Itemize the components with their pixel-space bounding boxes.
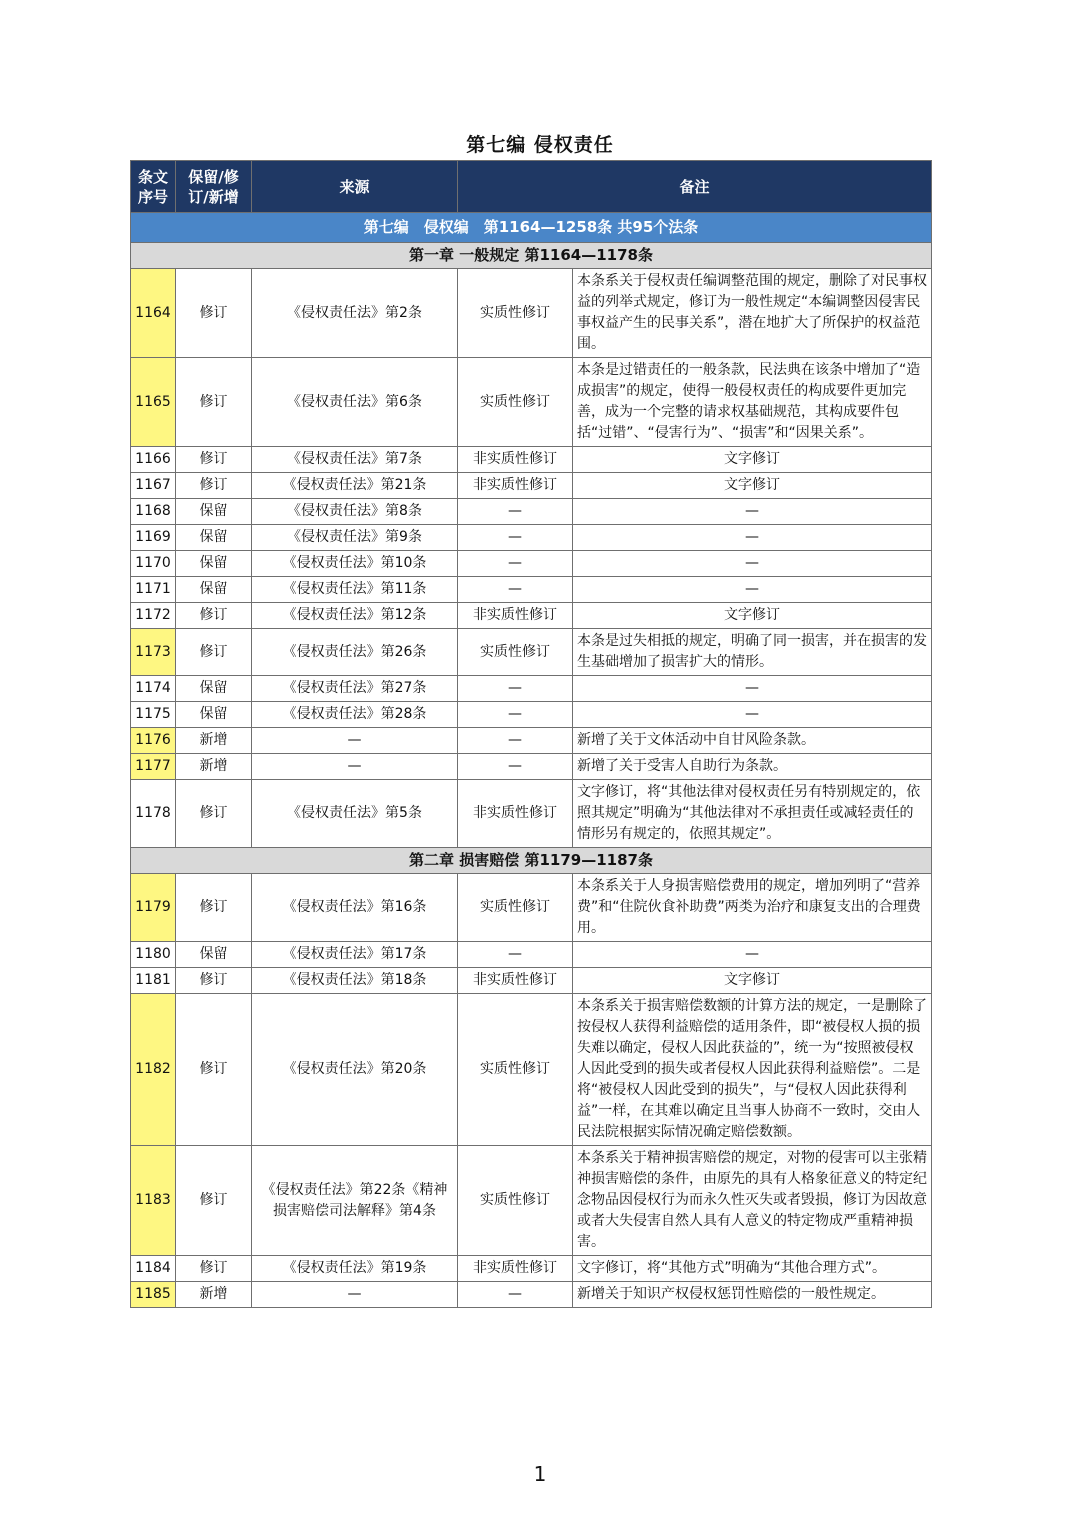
status-cell: 修订 (176, 447, 252, 473)
article-number: 1179 (131, 874, 176, 942)
note-cell: 本条系关于侵权责任编调整范围的规定，删除了对民事权益的列举式规定，修订为一般性规定“本编调整因侵害民事权益产生的民事关系”，潜在地扩大了所保护的权益范围。 (573, 269, 932, 358)
nature-cell: — (458, 754, 573, 780)
chapter-row (131, 848, 932, 874)
status-cell: 修订 (176, 603, 252, 629)
source-cell: 《侵权责任法》第20条 (252, 994, 458, 1146)
nature-cell: — (458, 525, 573, 551)
article-number: 1171 (131, 577, 176, 603)
table-row (131, 968, 932, 994)
nature-cell: 实质性修订 (458, 629, 573, 676)
header-status: 保留/修 订/新增 (176, 161, 252, 213)
article-number: 1174 (131, 676, 176, 702)
article-number: 1178 (131, 780, 176, 848)
note-cell: — (573, 676, 932, 702)
nature-cell: 实质性修订 (458, 358, 573, 447)
article-number: 1177 (131, 754, 176, 780)
table-row (131, 994, 932, 1146)
status-cell: 修订 (176, 968, 252, 994)
note-cell: — (573, 702, 932, 728)
table-row (131, 577, 932, 603)
article-number: 1184 (131, 1256, 176, 1282)
status-cell: 修订 (176, 473, 252, 499)
table-row (131, 780, 932, 848)
status-cell: 新增 (176, 728, 252, 754)
nature-cell: — (458, 728, 573, 754)
article-number: 1164 (131, 269, 176, 358)
note-cell: 文字修订 (573, 603, 932, 629)
nature-cell: — (458, 676, 573, 702)
source-cell: 《侵权责任法》第8条 (252, 499, 458, 525)
nature-cell: — (458, 551, 573, 577)
article-number: 1180 (131, 942, 176, 968)
article-number: 1182 (131, 994, 176, 1146)
nature-cell: 非实质性修订 (458, 968, 573, 994)
article-number: 1172 (131, 603, 176, 629)
article-number: 1169 (131, 525, 176, 551)
note-cell: — (573, 577, 932, 603)
nature-cell: 非实质性修订 (458, 1256, 573, 1282)
note-cell: — (573, 499, 932, 525)
table-row (131, 702, 932, 728)
note-cell: 本条是过错责任的一般条款，民法典在该条中增加了“造成损害”的规定，使得一般侵权责任的构成要件更加完善，成为一个完整的请求权基础规范，其构成要件包括“过错”、“侵害行为”、“损害”和“因果关系”。 (573, 358, 932, 447)
status-cell: 保留 (176, 525, 252, 551)
table-row (131, 525, 932, 551)
note-cell: 文字修订 (573, 447, 932, 473)
status-cell: 修订 (176, 358, 252, 447)
article-number: 1166 (131, 447, 176, 473)
table-row (131, 473, 932, 499)
status-cell: 修订 (176, 629, 252, 676)
note-cell: 新增关于知识产权侵权惩罚性赔偿的一般性规定。 (573, 1282, 932, 1308)
section-title: 第七编 侵权编 第1164—1258条 共95个法条 (131, 213, 932, 243)
status-cell: 修订 (176, 269, 252, 358)
table-row (131, 551, 932, 577)
nature-cell: 非实质性修订 (458, 603, 573, 629)
page-number: 1 (533, 1462, 547, 1486)
header-note: 备注 (458, 161, 932, 213)
nature-cell: 非实质性修订 (458, 780, 573, 848)
nature-cell: 实质性修订 (458, 874, 573, 942)
status-cell: 修订 (176, 1146, 252, 1256)
note-cell: 文字修订 (573, 473, 932, 499)
table-row (131, 629, 932, 676)
article-number: 1168 (131, 499, 176, 525)
chapter-title: 第二章 损害赔偿 第1179—1187条 (131, 848, 932, 874)
source-cell: 《侵权责任法》第22条《精神损害赔偿司法解释》第4条 (252, 1146, 458, 1256)
status-cell: 修订 (176, 780, 252, 848)
table-row (131, 676, 932, 702)
status-cell: 保留 (176, 577, 252, 603)
table-row (131, 358, 932, 447)
nature-cell: — (458, 942, 573, 968)
status-cell: 新增 (176, 754, 252, 780)
nature-cell: — (458, 577, 573, 603)
table-row (131, 269, 932, 358)
source-cell: 《侵权责任法》第12条 (252, 603, 458, 629)
page-title: 第七编 侵权责任 (466, 134, 614, 156)
source-cell: 《侵权责任法》第10条 (252, 551, 458, 577)
nature-cell: 实质性修订 (458, 1146, 573, 1256)
source-cell: 《侵权责任法》第2条 (252, 269, 458, 358)
article-number: 1173 (131, 629, 176, 676)
table-header-row (131, 161, 932, 213)
source-cell: 《侵权责任法》第9条 (252, 525, 458, 551)
note-cell: 新增了关于受害人自助行为条款。 (573, 754, 932, 780)
table-row (131, 1282, 932, 1308)
nature-cell: 实质性修订 (458, 994, 573, 1146)
article-number: 1185 (131, 1282, 176, 1308)
status-cell: 修订 (176, 994, 252, 1146)
source-cell: 《侵权责任法》第6条 (252, 358, 458, 447)
nature-cell: — (458, 1282, 573, 1308)
source-cell: 《侵权责任法》第28条 (252, 702, 458, 728)
section-row (131, 213, 932, 243)
header-source: 来源 (252, 161, 458, 213)
table-row (131, 754, 932, 780)
table-row (131, 1146, 932, 1256)
article-number: 1181 (131, 968, 176, 994)
note-cell: 本条系关于损害赔偿数额的计算方法的规定，一是删除了按侵权人获得利益赔偿的适用条件，即“被侵权人损的损失难以确定，侵权人因此获益的”，统一为“按照被侵权人因此受到的损失或者侵权人因此获得利益赔偿”。二是将“被侵权人因此受到的损失”，与“侵权人因此获得利益”一样，在其难以确定且当事人协商不一致时，交由人民法院根据实际情况确定赔偿数额。 (573, 994, 932, 1146)
source-cell: 《侵权责任法》第5条 (252, 780, 458, 848)
source-cell: 《侵权责任法》第21条 (252, 473, 458, 499)
source-cell: — (252, 1282, 458, 1308)
article-number: 1167 (131, 473, 176, 499)
table-row (131, 447, 932, 473)
source-cell: 《侵权责任法》第17条 (252, 942, 458, 968)
status-cell: 保留 (176, 702, 252, 728)
table-row (131, 728, 932, 754)
source-cell: 《侵权责任法》第18条 (252, 968, 458, 994)
table-row (131, 942, 932, 968)
status-cell: 修订 (176, 874, 252, 942)
note-cell: 本条是过失相抵的规定，明确了同一损害，并在损害的发生基础增加了损害扩大的情形。 (573, 629, 932, 676)
status-cell: 修订 (176, 1256, 252, 1282)
status-cell: 保留 (176, 499, 252, 525)
source-cell: 《侵权责任法》第16条 (252, 874, 458, 942)
source-cell: — (252, 728, 458, 754)
chapter-title: 第一章 一般规定 第1164—1178条 (131, 243, 932, 269)
source-cell: 《侵权责任法》第26条 (252, 629, 458, 676)
article-number: 1176 (131, 728, 176, 754)
header-num: 条文 序号 (131, 161, 176, 213)
status-cell: 新增 (176, 1282, 252, 1308)
note-cell: 本条系关于人身损害赔偿费用的规定，增加列明了“营养费”和“住院伙食补助费”两类为治疗和康复支出的合理费用。 (573, 874, 932, 942)
table-row (131, 603, 932, 629)
note-cell: 文字修订，将“其他方式”明确为“其他合理方式”。 (573, 1256, 932, 1282)
nature-cell: — (458, 702, 573, 728)
article-number: 1175 (131, 702, 176, 728)
note-cell: 新增了关于文体活动中自甘风险条款。 (573, 728, 932, 754)
nature-cell: 非实质性修订 (458, 473, 573, 499)
source-cell: 《侵权责任法》第19条 (252, 1256, 458, 1282)
note-cell: — (573, 551, 932, 577)
note-cell: 文字修订 (573, 968, 932, 994)
table-row (131, 1256, 932, 1282)
source-cell: 《侵权责任法》第27条 (252, 676, 458, 702)
status-cell: 保留 (176, 551, 252, 577)
status-cell: 保留 (176, 942, 252, 968)
nature-cell: 实质性修订 (458, 269, 573, 358)
nature-cell: — (458, 499, 573, 525)
article-number: 1183 (131, 1146, 176, 1256)
source-cell: — (252, 754, 458, 780)
source-cell: 《侵权责任法》第11条 (252, 577, 458, 603)
chapter-row (131, 243, 932, 269)
source-cell: 《侵权责任法》第7条 (252, 447, 458, 473)
nature-cell: 非实质性修订 (458, 447, 573, 473)
note-cell: 本条系关于精神损害赔偿的规定，对物的侵害可以主张精神损害赔偿的条件，由原先的具有人格象征意义的特定纪念物品因侵权行为而永久性灭失或者毁损，修订为因故意或者大失侵害自然人具有人意义的特定物成严重精神损害。 (573, 1146, 932, 1256)
table-row (131, 874, 932, 942)
law-table (130, 160, 932, 1308)
note-cell: 文字修订，将“其他法律对侵权责任另有特别规定的，依照其规定”明确为“其他法律对不承担责任或减轻责任的情形另有规定的，依照其规定”。 (573, 780, 932, 848)
article-number: 1170 (131, 551, 176, 577)
article-number: 1165 (131, 358, 176, 447)
note-cell: — (573, 525, 932, 551)
note-cell: — (573, 942, 932, 968)
table-row (131, 499, 932, 525)
status-cell: 保留 (176, 676, 252, 702)
